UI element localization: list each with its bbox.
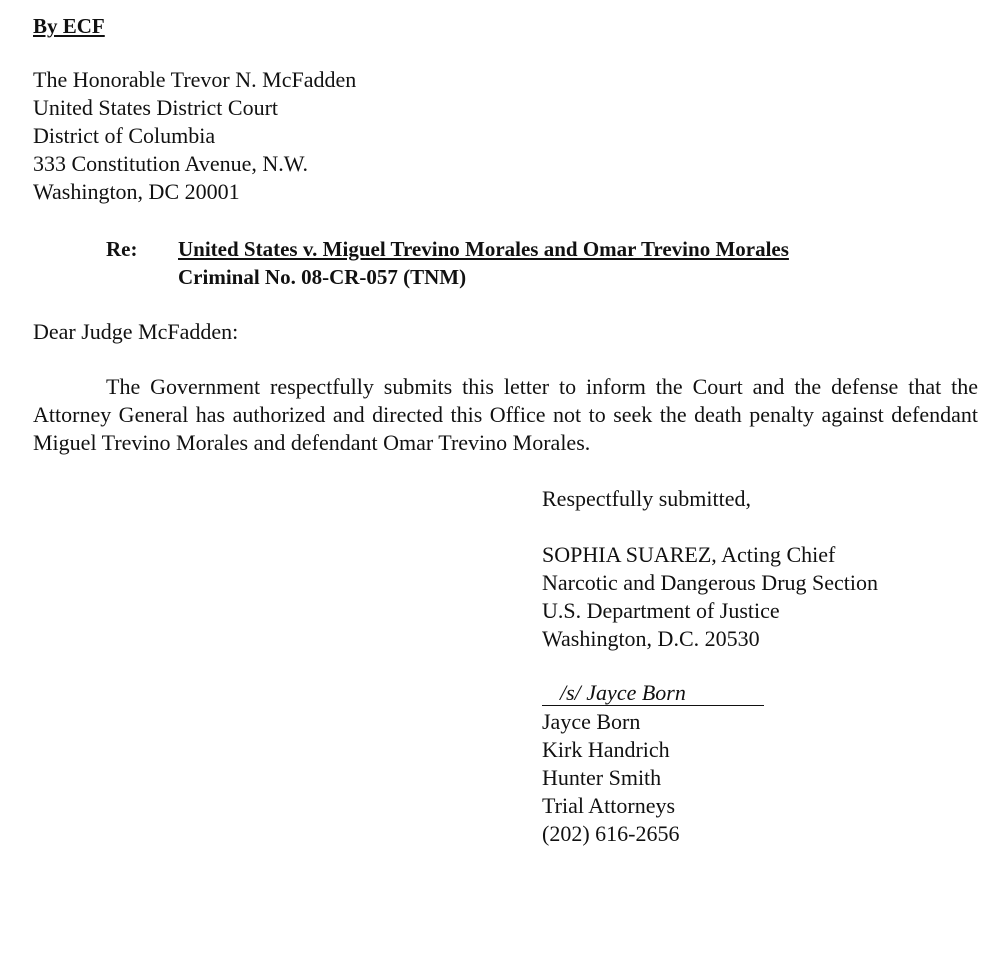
delivery-method: By ECF (33, 14, 105, 38)
office-line: Narcotic and Dangerous Drug Section (542, 570, 879, 595)
case-number: Criminal No. 08-CR-057 (TNM) (178, 265, 467, 289)
e-signature: /s/ Jayce Born (542, 681, 764, 706)
re-lines (178, 235, 789, 291)
re-label: Re: (106, 237, 138, 261)
office-line: U.S. Department of Justice (542, 598, 780, 623)
case-caption: United States v. Miguel Trevino Morales and Omar Trevino Morales (178, 237, 789, 261)
addressee-line: The Honorable Trevor N. McFadden (33, 67, 357, 92)
signature-block (542, 485, 878, 848)
addressee-line: 333 Constitution Avenue, N.W. (33, 151, 308, 176)
salutation: Dear Judge McFadden: (33, 319, 239, 344)
addressee-line: District of Columbia (33, 123, 216, 148)
addressee-block (33, 66, 356, 206)
addressee-line: United States District Court (33, 95, 279, 120)
attorney-line: Jayce Born (542, 709, 641, 734)
body-paragraph: The Government respectfully submits this letter to inform the Court and the defense that the Attorney General has authorized and directed this Office not to seek the death penalty against defendant Miguel Trevino Morales and defendant Omar Trevino Morales. (33, 374, 978, 455)
attorney-line: Hunter Smith (542, 765, 662, 790)
closing: Respectfully submitted, (542, 486, 751, 511)
attorney-line: Kirk Handrich (542, 737, 670, 762)
office-line: SOPHIA SUAREZ, Acting Chief (542, 542, 836, 567)
attorney-phone: (202) 616-2656 (542, 821, 680, 846)
addressee-line: Washington, DC 20001 (33, 179, 240, 204)
office-line: Washington, D.C. 20530 (542, 626, 760, 651)
attorney-line: Trial Attorneys (542, 793, 676, 818)
